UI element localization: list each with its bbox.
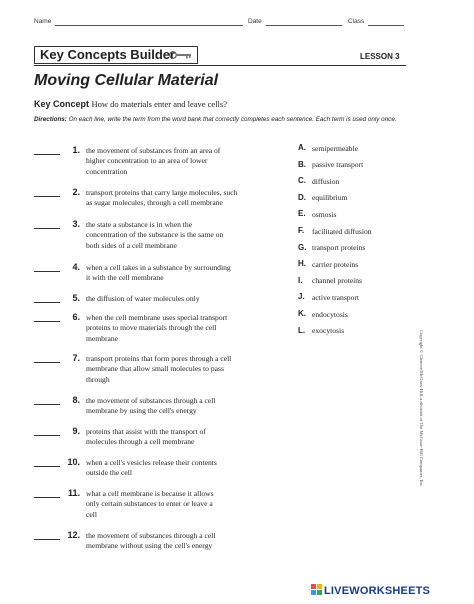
liveworksheets-logo-icon <box>311 584 322 595</box>
copyright-notice: Copyright © Glencoe/McGraw-Hill, a division of The McGraw-Hill Companies, Inc. <box>419 330 424 487</box>
item-text-line: membrane by using the cell's energy <box>86 406 197 416</box>
answer-blank[interactable] <box>34 435 60 436</box>
key-icon <box>169 50 193 60</box>
item-text <box>86 263 286 285</box>
item-text-line: the movement of substances from an area of <box>86 145 221 155</box>
item-text <box>86 531 286 553</box>
item-text-line: proteins to move materials through the cell <box>86 323 217 333</box>
word-bank-letter: A. <box>298 143 306 152</box>
item-text-line: the movement of substances through a cell <box>86 395 216 405</box>
item-text-line: higher concentration to an area of lower <box>86 156 208 166</box>
word-bank-term: channel proteins <box>312 276 362 286</box>
item-text <box>86 489 286 521</box>
item-number: 12. <box>67 530 80 540</box>
word-bank-letter: E. <box>298 209 306 219</box>
item-text-line: transport proteins that form pores through a cell <box>86 353 232 363</box>
word-bank-letter: G. <box>298 242 307 252</box>
answer-blank[interactable] <box>34 228 60 229</box>
item-text-line: molecules through a cell membrane <box>86 437 195 447</box>
word-bank-letter: C. <box>298 176 306 186</box>
item-number: 9. <box>72 426 80 436</box>
item-text <box>86 396 286 418</box>
banner-rule <box>34 65 406 66</box>
class-label: Class <box>348 18 365 25</box>
date-label: Date <box>248 18 262 25</box>
item-text-line: it with the cell membrane <box>86 273 164 283</box>
item-number: 10. <box>67 457 80 467</box>
word-bank-letter: B. <box>298 159 306 169</box>
item-text <box>86 458 286 480</box>
item-text <box>86 220 286 252</box>
date-field[interactable] <box>266 25 342 26</box>
directions-label: Directions: <box>34 116 67 123</box>
item-text-line: only certain substances to enter or leave a <box>86 499 213 509</box>
word-bank-term: equilibrium <box>312 193 348 203</box>
answer-blank[interactable] <box>34 196 60 197</box>
answer-blank[interactable] <box>34 321 60 322</box>
lesson-label: LESSON 3 <box>360 52 400 61</box>
word-bank-letter: D. <box>298 192 306 202</box>
key-concepts-builder-banner <box>34 46 198 64</box>
word-bank-term: endocytosis <box>312 309 348 319</box>
word-bank-letter: F. <box>298 226 305 235</box>
word-bank-term: semipermeable <box>312 143 358 153</box>
answer-blank[interactable] <box>34 404 60 405</box>
item-text-line: proteins that assist with the transport of <box>86 426 206 436</box>
page-title: Moving Cellular Material <box>34 72 219 89</box>
item-text-line: concentration of the substance is the same on <box>86 230 224 240</box>
answer-blank[interactable] <box>34 362 60 363</box>
answer-blank[interactable] <box>34 466 60 467</box>
item-number: 2. <box>72 187 80 197</box>
directions-text: On each line, write the term from the word bank that correctly completes each sentence. Each term is used only once. <box>68 116 397 123</box>
item-text-line: when the cell membrane uses special transport <box>86 312 228 322</box>
item-text-line: as sugar molecules, through a cell membrane <box>86 198 223 208</box>
name-label: Name <box>34 18 52 25</box>
liveworksheets-logo: LIVEWORKSHEETS <box>324 585 431 597</box>
item-text-line: through <box>86 375 110 385</box>
word-bank-term: passive transport <box>312 160 364 170</box>
key-concept-label: Key Concept <box>34 99 90 109</box>
item-text-line: what a cell membrane is because it allows <box>86 488 214 498</box>
answer-blank[interactable] <box>34 497 60 498</box>
item-text-line: membrane without using the cell's energy <box>86 541 213 551</box>
item-text-line: membrane that allow small molecules to pass <box>86 364 224 374</box>
item-text-line: concentration <box>86 167 128 177</box>
item-text-line: transport proteins that carry large molecules, such <box>86 187 238 197</box>
item-number: 8. <box>72 395 80 405</box>
item-text-line: outside the cell <box>86 468 132 478</box>
item-text-line: membrane <box>86 334 119 344</box>
word-bank-term: active transport <box>312 292 360 302</box>
word-bank-letter: J. <box>298 292 305 302</box>
class-field[interactable] <box>368 25 404 26</box>
key-concept-question: How do materials enter and leave cells? <box>91 99 227 109</box>
word-bank-letter: H. <box>298 259 306 269</box>
item-number: 11. <box>67 488 80 498</box>
item-number: 6. <box>72 312 80 322</box>
item-text <box>86 188 286 210</box>
key-concept <box>34 99 227 109</box>
word-bank-term: transport proteins <box>312 243 366 253</box>
item-text <box>86 427 286 449</box>
word-bank-letter: K. <box>298 309 306 318</box>
item-number: 3. <box>72 219 80 229</box>
item-number: 1. <box>72 145 80 155</box>
word-bank-letter: I. <box>298 275 303 285</box>
item-text-line: when a cell takes in a substance by surrounding <box>86 262 231 272</box>
item-number: 5. <box>72 293 80 303</box>
word-bank-term: osmosis <box>312 209 337 219</box>
item-text-line: the movement of substances through a cell <box>86 530 216 540</box>
item-text <box>86 294 286 305</box>
answer-blank[interactable] <box>34 271 60 272</box>
word-bank-term: diffusion <box>312 176 340 186</box>
word-bank-term: carrier proteins <box>312 259 359 269</box>
answer-blank[interactable] <box>34 154 60 155</box>
word-bank-term: exocytosis <box>312 326 345 336</box>
banner-title: Key Concepts Builder <box>40 47 176 62</box>
item-text <box>86 354 286 386</box>
answer-blank[interactable] <box>34 539 60 540</box>
answer-blank[interactable] <box>34 302 60 303</box>
item-text <box>86 146 286 178</box>
name-field[interactable] <box>55 25 243 26</box>
item-text <box>86 313 286 345</box>
item-text-line: the diffusion of water molecules only <box>86 293 200 303</box>
item-text-line: when a cell's vesicles release their contents <box>86 457 217 467</box>
item-text-line: the state a substance is in when the <box>86 219 193 229</box>
item-text-line: both sides of a cell membrane <box>86 241 177 251</box>
directions <box>34 116 406 125</box>
item-number: 4. <box>72 262 80 272</box>
word-bank-term: facilitated diffusion <box>312 226 372 236</box>
word-bank-letter: L. <box>298 325 306 335</box>
item-number: 7. <box>72 353 80 363</box>
item-text-line: cell <box>86 510 97 520</box>
